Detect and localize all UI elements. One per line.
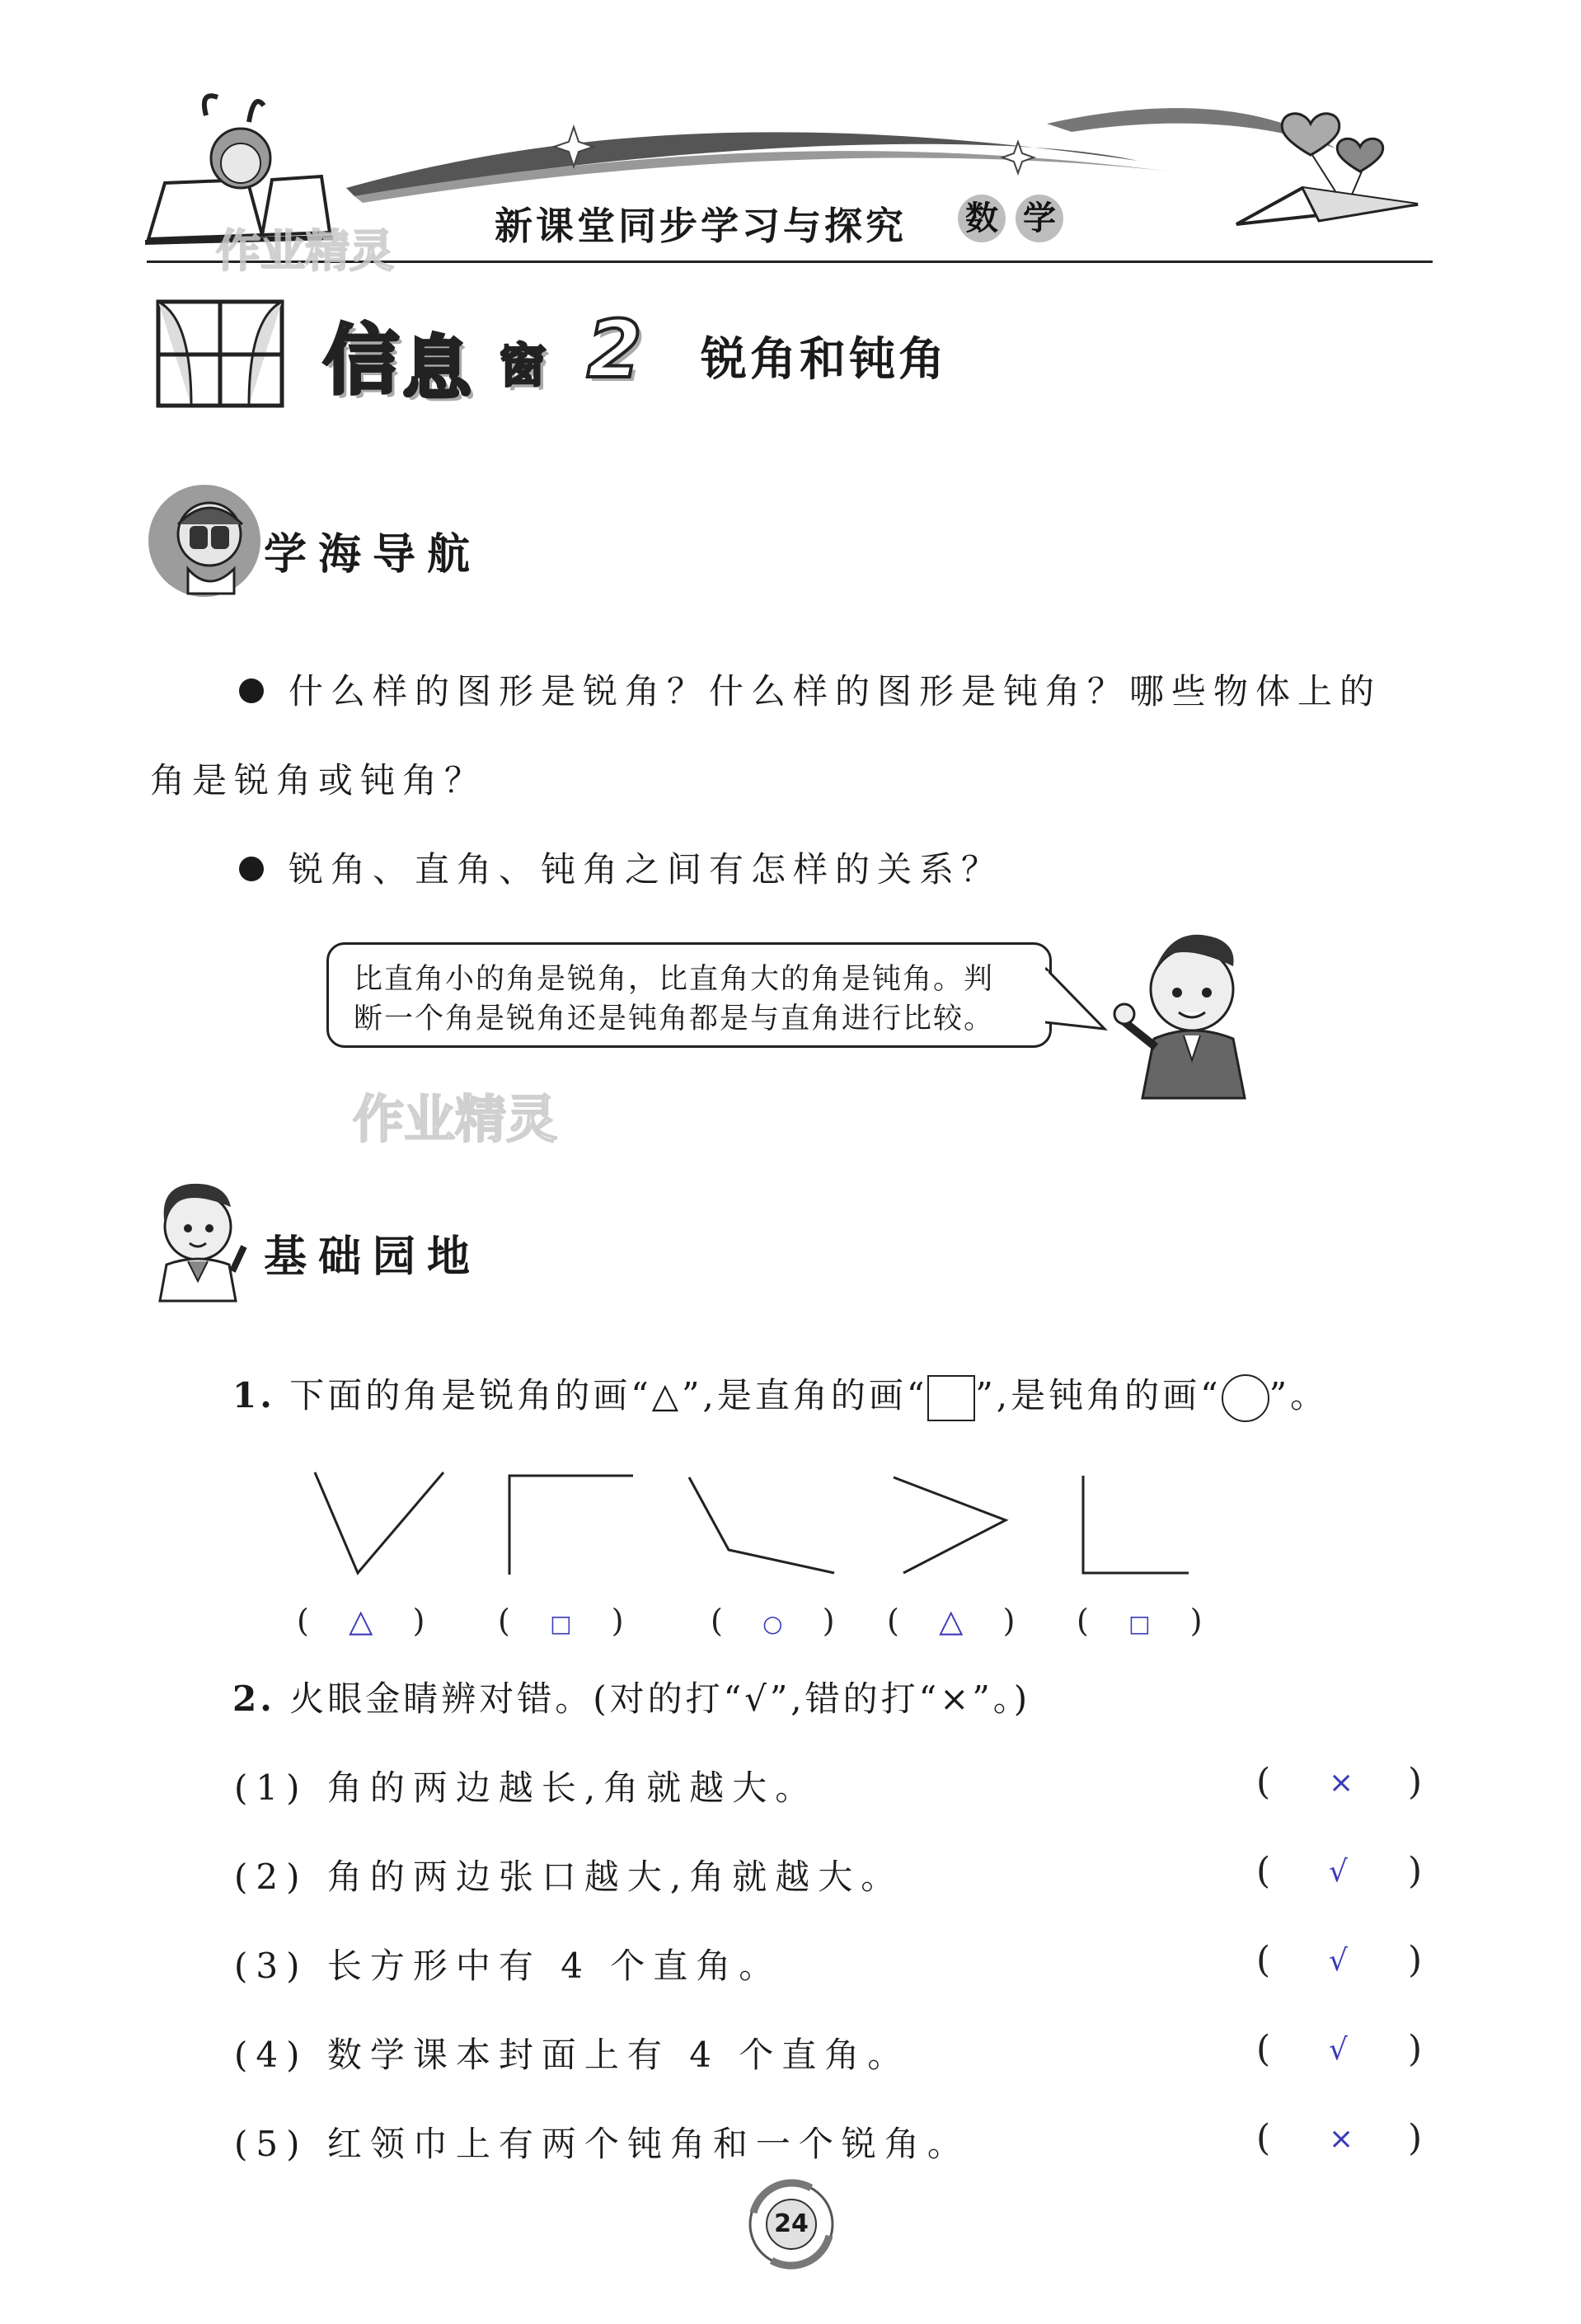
answer-slot-2: ( □ )	[498, 1603, 626, 1639]
girl-pointing-icon	[147, 1179, 254, 1303]
header-title: 新课堂同步学习与探究	[495, 204, 907, 248]
judgement-answer: √	[1329, 1855, 1348, 1889]
answer-value-4: △	[939, 1603, 966, 1639]
answer-slot-3: ( ○ )	[711, 1603, 837, 1639]
page-number: 24	[774, 2209, 809, 2238]
angle-figure-5	[1083, 1476, 1189, 1573]
judgement-paren-close: )	[1408, 1850, 1423, 1892]
judgement-item: (2) 角的两边张口越大,角就越大。	[234, 1857, 904, 1897]
answer-value-2: □	[550, 1610, 575, 1637]
question-1-text-a: 下面的角是锐角的画“△”,是直角的画“	[289, 1375, 928, 1416]
guide-bullet-1-line-1: 什么样的图形是锐角？什么样的图形是钝角？哪些物体上的	[289, 671, 1382, 711]
boy-with-binoculars-icon	[145, 477, 269, 600]
speech-bubble-line-1: 比直角小的角是锐角，比直角大的角是钝角。判	[354, 963, 995, 996]
answer-value-5: □	[1128, 1610, 1153, 1637]
angle-figures	[297, 1459, 1220, 1591]
boy-waving-illustration	[1113, 932, 1261, 1105]
answer-slot-5: ( □ )	[1077, 1603, 1205, 1639]
guide-bullet-2	[239, 843, 1003, 892]
judgement-item: (3) 长方形中有 4 个直角。	[234, 1946, 782, 1986]
speech-bubble-line-2: 断一个角是锐角还是钝角都是与直角进行比较。	[354, 1002, 995, 1035]
answer-value-1: △	[349, 1603, 376, 1639]
question-2	[232, 1672, 1030, 1721]
lesson-title: 锐角和钝角	[701, 333, 948, 387]
question-2-number: 2.	[232, 1678, 275, 1719]
speech-bubble	[326, 942, 1052, 1048]
judgement-answer: √	[1329, 2033, 1348, 2067]
lesson-logo-char-2: 息	[402, 328, 472, 409]
guide-heading: 学海导航	[264, 530, 482, 580]
judgement-paren-open: (	[1256, 1850, 1271, 1892]
question-1-number: 1.	[232, 1375, 275, 1416]
guide-bullet-1-line-2: 角是锐角或钝角？	[150, 760, 487, 800]
judgement-paren-close: )	[1408, 2028, 1423, 2070]
judgement-item: (1) 角的两边越长,角就越大。	[234, 1768, 819, 1808]
angle-figure-3	[689, 1477, 834, 1573]
judgement-paren-open: (	[1256, 2117, 1271, 2159]
window-icon	[155, 297, 287, 412]
judgement-paren-close: )	[1408, 2117, 1423, 2159]
answer-slot-1: ( △ )	[297, 1603, 428, 1639]
question-2-text: 火眼金睛辨对错。(对的打“√”,错的打“×”。)	[289, 1678, 1031, 1719]
angle-figure-1	[315, 1472, 443, 1573]
angle-figure-4	[894, 1477, 1006, 1573]
judgement-paren-open: (	[1256, 2028, 1271, 2070]
question-1	[232, 1369, 1328, 1422]
circle-symbol	[1222, 1374, 1269, 1422]
paper-plane-illustration	[1236, 114, 1418, 224]
lesson-logo-char-3: 窗	[500, 340, 546, 393]
judgement-answer: ×	[1329, 1766, 1354, 1800]
watermark: 作业精灵	[216, 225, 394, 277]
basics-heading: 基础园地	[264, 1232, 482, 1282]
judgement-answer: √	[1329, 1944, 1348, 1978]
guide-bullet-2-text: 锐角、直角、钝角之间有怎样的关系？	[289, 849, 1004, 890]
header-subject-char-1: 数	[958, 195, 1006, 242]
judgement-paren-close: )	[1408, 1761, 1423, 1803]
judgement-item: (4) 数学课本封面上有 4 个直角。	[234, 2035, 911, 2075]
angle-figure-2	[509, 1476, 633, 1575]
judgement-item: (5) 红领巾上有两个钝角和一个锐角。	[234, 2124, 970, 2164]
question-1-text-b: ”,是钝角的画“	[975, 1375, 1222, 1416]
header-subject-char-2: 学	[1016, 195, 1063, 242]
bullet-icon	[239, 678, 264, 703]
answer-slot-4: ( △ )	[887, 1603, 1018, 1639]
judgement-answer: ×	[1329, 2122, 1354, 2156]
judgement-paren-open: (	[1256, 1939, 1271, 1981]
judgement-paren-open: (	[1256, 1761, 1271, 1803]
question-1-text-c: ”。	[1269, 1375, 1329, 1416]
guide-bullet-1	[239, 664, 1382, 714]
judgement-paren-close: )	[1408, 1939, 1423, 1981]
watermark: 作业精灵	[353, 1089, 558, 1149]
lesson-logo-char-1: 信	[323, 317, 400, 405]
speech-bubble-tail	[1045, 965, 1111, 1039]
answer-value-3: ○	[762, 1610, 786, 1637]
square-symbol	[927, 1375, 975, 1421]
bullet-icon	[239, 857, 264, 881]
lesson-number: 2	[587, 303, 642, 396]
